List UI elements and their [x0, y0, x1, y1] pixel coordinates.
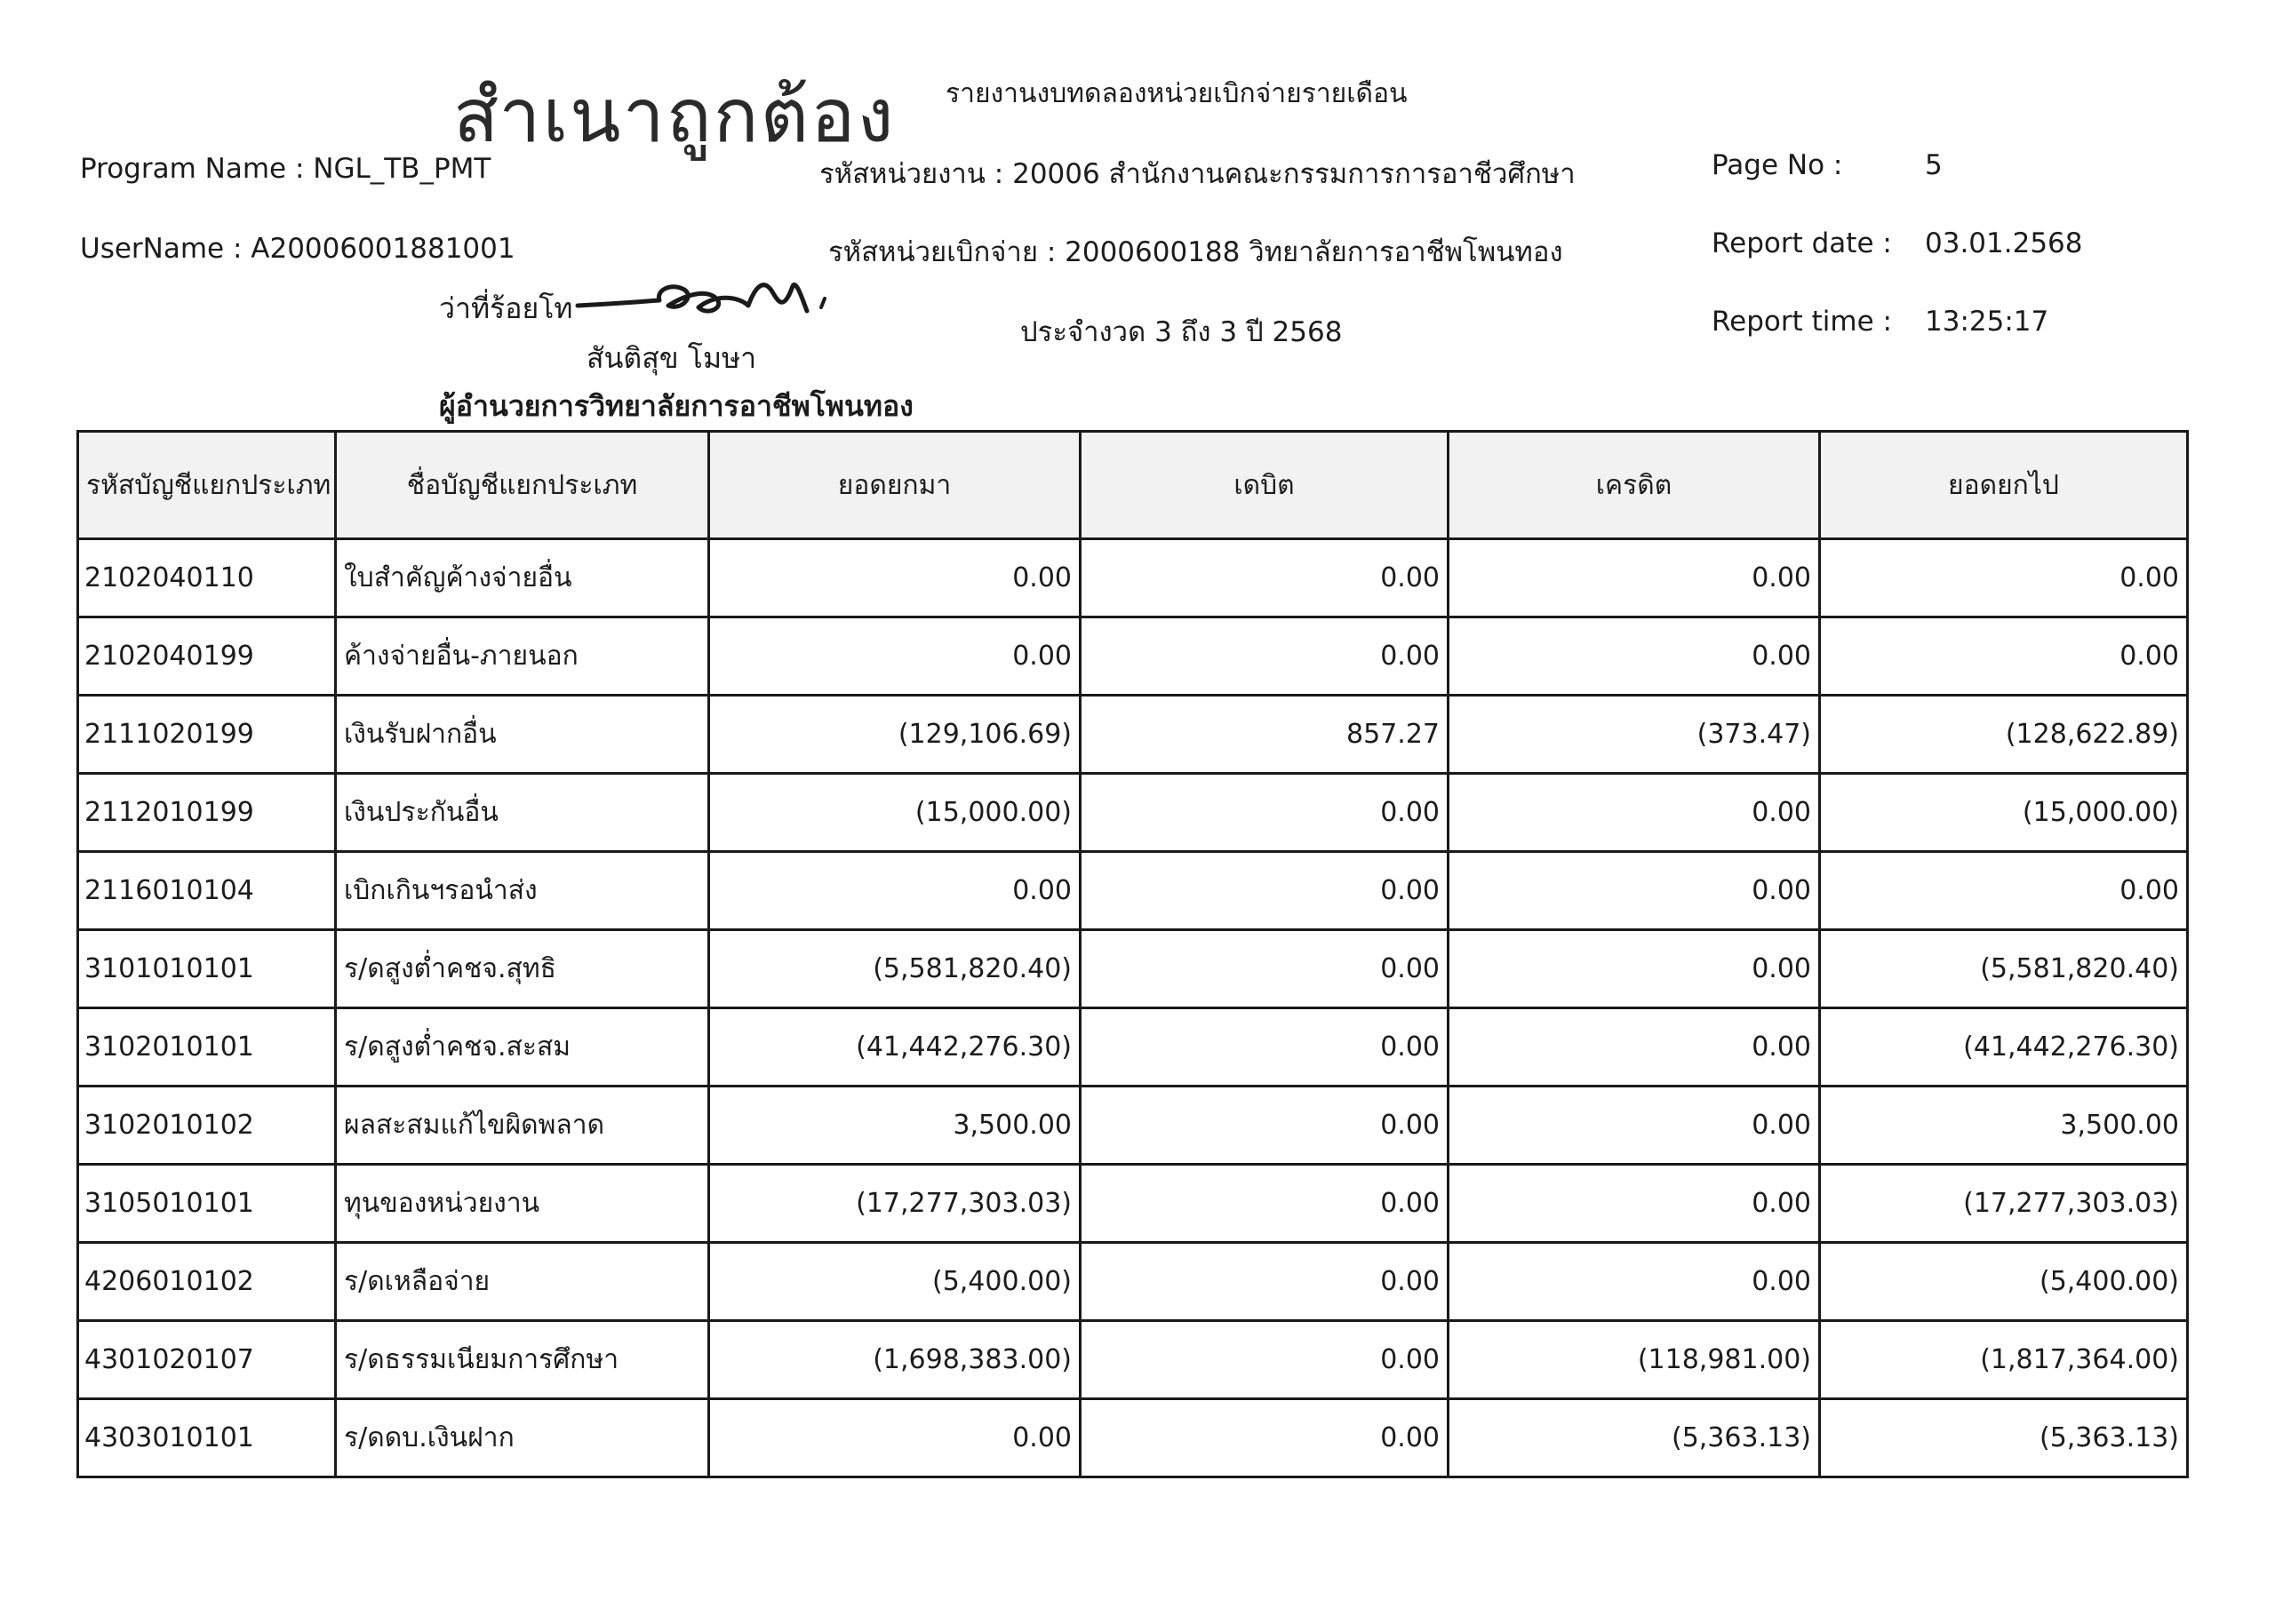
account-code: 2116010104	[78, 852, 336, 930]
credit: 0.00	[1449, 539, 1820, 617]
table-row	[78, 852, 2188, 930]
program-name: Program Name : NGL_TB_PMT	[80, 153, 491, 185]
debit: 0.00	[1081, 1399, 1449, 1477]
account-name: ร/ดดบ.เงินฝาก	[336, 1399, 709, 1477]
carried-forward: 3,500.00	[1820, 1087, 2188, 1165]
carried-forward: 0.00	[1820, 539, 2188, 617]
carried-forward: (5,581,820.40)	[1820, 930, 2188, 1008]
table-row	[78, 617, 2188, 696]
signer-name: สันติสุข โมษา	[587, 341, 757, 375]
table-row	[78, 774, 2188, 852]
credit: 0.00	[1449, 1087, 1820, 1165]
report-period: ประจำงวด 3 ถึง 3 ปี 2568	[1020, 316, 1343, 348]
report-time-label: Report time :	[1712, 306, 1892, 338]
account-name: ร/ดเหลือจ่าย	[336, 1243, 709, 1321]
table-row	[78, 539, 2188, 617]
page-number-value: 5	[1925, 149, 1943, 181]
carried-forward: (5,363.13)	[1820, 1399, 2188, 1477]
account-name: ร/ดธรรมเนียมการศึกษา	[336, 1321, 709, 1399]
brought-forward: 0.00	[709, 1399, 1081, 1477]
brought-forward: (41,442,276.30)	[709, 1008, 1081, 1087]
header-account-name: ชื่อบัญชีแยกประเภท	[336, 432, 709, 539]
carried-forward: 0.00	[1820, 617, 2188, 696]
carried-forward: (15,000.00)	[1820, 774, 2188, 852]
brought-forward: 0.00	[709, 617, 1081, 696]
header-account-code: รหัสบัญชีแยกประเภท	[78, 432, 336, 539]
debit: 0.00	[1081, 1008, 1449, 1087]
account-name: ผลสะสมแก้ไขผิดพลาด	[336, 1087, 709, 1165]
header-carried-forward: ยอดยกไป	[1820, 432, 2188, 539]
report-date-label: Report date :	[1712, 227, 1892, 259]
header-brought-forward: ยอดยกมา	[709, 432, 1081, 539]
account-code: 3102010102	[78, 1087, 336, 1165]
account-code: 2111020199	[78, 696, 336, 774]
table-row	[78, 1165, 2188, 1243]
account-code: 3102010101	[78, 1008, 336, 1087]
debit: 0.00	[1081, 852, 1449, 930]
account-name: เงินประกันอื่น	[336, 774, 709, 852]
brought-forward: (15,000.00)	[709, 774, 1081, 852]
report-date-value: 03.01.2568	[1925, 227, 2083, 259]
credit: (118,981.00)	[1449, 1321, 1820, 1399]
table-row	[78, 1243, 2188, 1321]
table-row	[78, 1008, 2188, 1087]
report-time-value: 13:25:17	[1925, 306, 2049, 338]
carried-forward: (41,442,276.30)	[1820, 1008, 2188, 1087]
header-credit: เครดิต	[1449, 432, 1820, 539]
debit: 0.00	[1081, 1165, 1449, 1243]
table-row	[78, 1321, 2188, 1399]
brought-forward: (5,400.00)	[709, 1243, 1081, 1321]
table-body	[78, 539, 2188, 1477]
brought-forward: (1,698,383.00)	[709, 1321, 1081, 1399]
credit: 0.00	[1449, 930, 1820, 1008]
carried-forward: (17,277,303.03)	[1820, 1165, 2188, 1243]
credit: 0.00	[1449, 1243, 1820, 1321]
account-code: 4301020107	[78, 1321, 336, 1399]
credit: (5,363.13)	[1449, 1399, 1820, 1477]
debit: 857.27	[1081, 696, 1449, 774]
table-row	[78, 696, 2188, 774]
account-code: 2112010199	[78, 774, 336, 852]
carried-forward: (128,622.89)	[1820, 696, 2188, 774]
debit: 0.00	[1081, 774, 1449, 852]
credit: 0.00	[1449, 1008, 1820, 1087]
account-name: ใบสำคัญค้างจ่ายอื่น	[336, 539, 709, 617]
account-name: เงินรับฝากอื่น	[336, 696, 709, 774]
debit: 0.00	[1081, 617, 1449, 696]
debit: 0.00	[1081, 1087, 1449, 1165]
signer-position: ผู้อำนวยการวิทยาลัยการอาชีพโพนทอง	[439, 389, 914, 423]
brought-forward: (5,581,820.40)	[709, 930, 1081, 1008]
carried-forward: 0.00	[1820, 852, 2188, 930]
table-row	[78, 1087, 2188, 1165]
account-name: ร/ดสูงต่ำคชจ.สะสม	[336, 1008, 709, 1087]
account-name: เบิกเกินฯรอนำส่ง	[336, 852, 709, 930]
signer-rank: ว่าที่ร้อยโท	[439, 291, 573, 325]
credit: 0.00	[1449, 1165, 1820, 1243]
report-title: รายงานงบทดลองหน่วยเบิกจ่ายรายเดือน	[946, 78, 1408, 109]
table-header-row	[78, 432, 2188, 539]
debit: 0.00	[1081, 930, 1449, 1008]
brought-forward: 3,500.00	[709, 1087, 1081, 1165]
trial-balance-table	[76, 430, 2189, 1478]
agency-code: รหัสหน่วยงาน : 20006 สำนักงานคณะกรรมการการอาชีวศึกษา	[819, 158, 1576, 190]
page-number-label: Page No :	[1712, 149, 1843, 181]
credit: 0.00	[1449, 617, 1820, 696]
certified-copy-stamp: สำเนาถูกต้อง	[453, 72, 896, 159]
table-row	[78, 1399, 2188, 1477]
account-code: 2102040199	[78, 617, 336, 696]
carried-forward: (5,400.00)	[1820, 1243, 2188, 1321]
debit: 0.00	[1081, 539, 1449, 617]
username: UserName : A20006001881001	[80, 233, 515, 265]
credit: (373.47)	[1449, 696, 1820, 774]
carried-forward: (1,817,364.00)	[1820, 1321, 2188, 1399]
credit: 0.00	[1449, 852, 1820, 930]
account-name: ร/ดสูงต่ำคชจ.สุทธิ	[336, 930, 709, 1008]
table-row	[78, 930, 2188, 1008]
header-debit: เดบิต	[1081, 432, 1449, 539]
debit: 0.00	[1081, 1321, 1449, 1399]
brought-forward: 0.00	[709, 852, 1081, 930]
account-code: 4303010101	[78, 1399, 336, 1477]
account-name: ทุนของหน่วยงาน	[336, 1165, 709, 1243]
account-name: ค้างจ่ายอื่น-ภายนอก	[336, 617, 709, 696]
account-code: 4206010102	[78, 1243, 336, 1321]
account-code: 3101010101	[78, 930, 336, 1008]
account-code: 2102040110	[78, 539, 336, 617]
disbursing-unit: รหัสหน่วยเบิกจ่าย : 2000600188 วิทยาลัยการอาชีพโพนทอง	[828, 236, 1563, 268]
debit: 0.00	[1081, 1243, 1449, 1321]
account-code: 3105010101	[78, 1165, 336, 1243]
brought-forward: (17,277,303.03)	[709, 1165, 1081, 1243]
brought-forward: 0.00	[709, 539, 1081, 617]
handwritten-signature	[574, 267, 841, 338]
credit: 0.00	[1449, 774, 1820, 852]
brought-forward: (129,106.69)	[709, 696, 1081, 774]
